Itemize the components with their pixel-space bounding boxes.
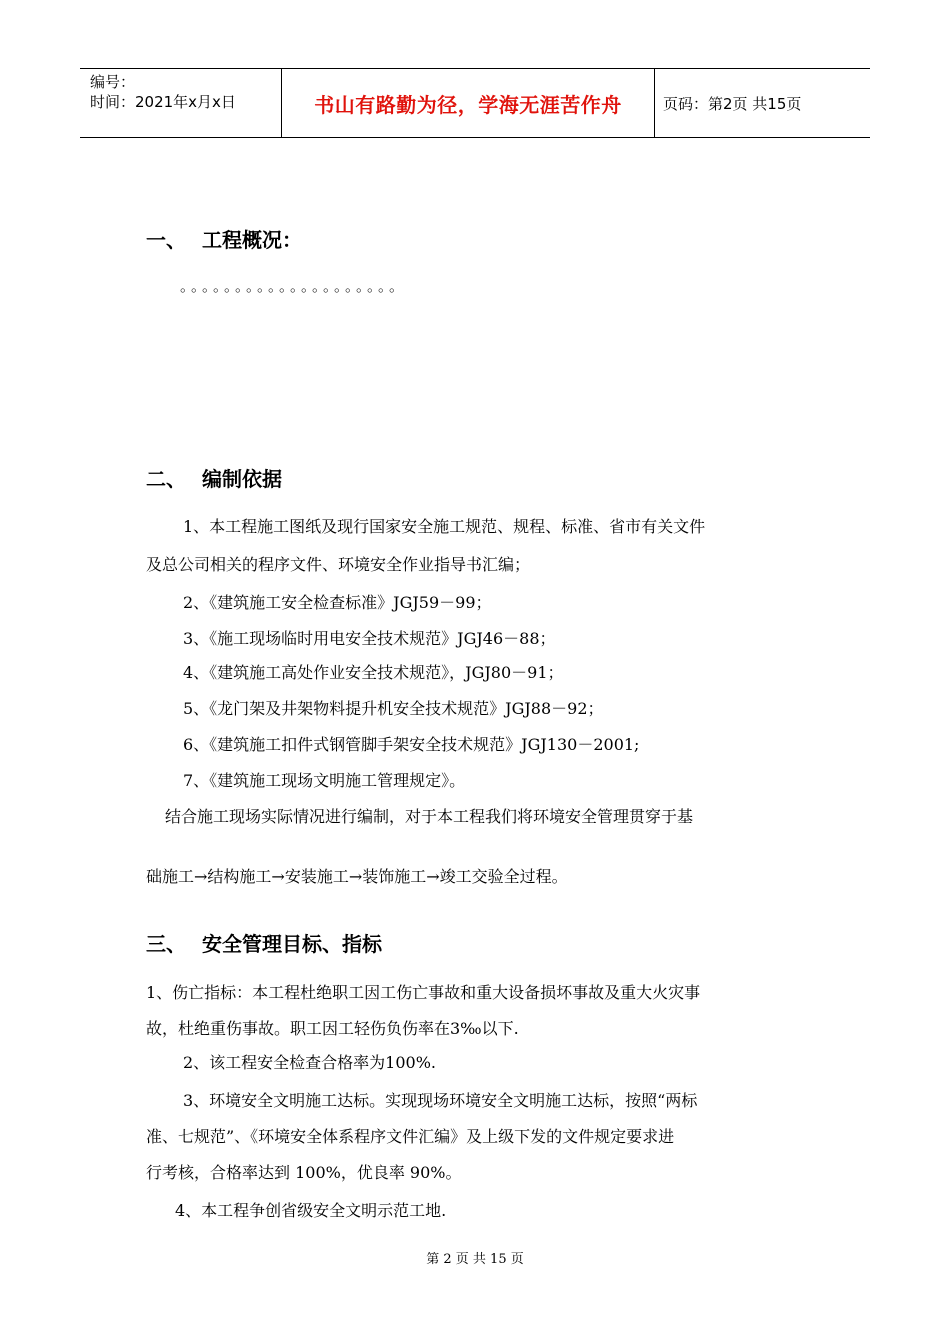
serial-label: 编号：	[90, 73, 136, 91]
header-page-info: 页码：第2页 共15页	[663, 94, 802, 113]
section-title: 安全管理目标、指标	[202, 932, 382, 956]
body-line: 及总公司相关的程序文件、环境安全作业指导书汇编；	[146, 555, 531, 574]
header-meta	[80, 69, 281, 137]
section-number: 一、	[146, 228, 186, 252]
body-line: 3、《施工现场临时用电安全技术规范》JGJ46－88；	[183, 629, 556, 648]
section-heading-1	[146, 224, 302, 253]
body-line: 行考核，合格率达到 100%，优良率 90%。	[146, 1163, 462, 1182]
body-line: 2、该工程安全检查合格率为100%.	[183, 1053, 437, 1072]
body-line: 7、《建筑施工现场文明施工管理规定》。	[183, 771, 466, 790]
section-number: 三、	[146, 932, 186, 956]
section-number: 二、	[146, 467, 186, 491]
date-line: 时间：2021年x月x日	[90, 93, 236, 111]
body-line: 准、七规范”、《环境安全体系程序文件汇编》及上级下发的文件规定要求进	[146, 1127, 675, 1146]
overview-dots: 。。。。。。。。。。。。。。。。。。。。	[180, 277, 408, 295]
body-line: 础施工→结构施工→安装施工→装饰施工→竣工交验全过程。	[146, 867, 568, 886]
body-line: 1、伤亡指标：本工程杜绝职工因工伤亡事故和重大设备损坏事故及重大火灾事	[146, 983, 701, 1002]
body-line: 2、《建筑施工安全检查标准》JGJ59－99；	[183, 593, 492, 612]
section-heading-3	[146, 928, 382, 957]
section-title: 编制依据	[202, 467, 282, 491]
header-motto: 书山有路勤为径，学海无涯苦作舟	[314, 92, 622, 117]
body-line: 结合施工现场实际情况进行编制，对于本工程我们将环境安全管理贯穿于基	[165, 807, 694, 826]
body-line: 5、《龙门架及井架物料提升机安全技术规范》JGJ88－92；	[183, 699, 604, 718]
header-motto-cell	[281, 69, 655, 137]
body-line: 4、《建筑施工高处作业安全技术规范》，JGJ80－91；	[183, 663, 564, 682]
body-line: 3、环境安全文明施工达标。实现现场环境安全文明施工达标，按照“两标	[183, 1091, 698, 1110]
body-line: 4、本工程争创省级安全文明示范工地.	[175, 1201, 447, 1220]
section-title: 工程概况：	[202, 228, 302, 252]
body-line: 故，杜绝重伤事故。职工因工轻伤负伤率在3‰以下.	[146, 1019, 519, 1038]
page-footer: 第 2 页 共 15 页	[426, 1252, 524, 1267]
section-heading-2	[146, 463, 282, 492]
body-line: 6、《建筑施工扣件式钢管脚手架安全技术规范》JGJ130－2001;	[183, 735, 640, 754]
page-header	[80, 68, 870, 138]
body-line: 1、本工程施工图纸及现行国家安全施工规范、规程、标准、省市有关文件	[183, 517, 706, 536]
